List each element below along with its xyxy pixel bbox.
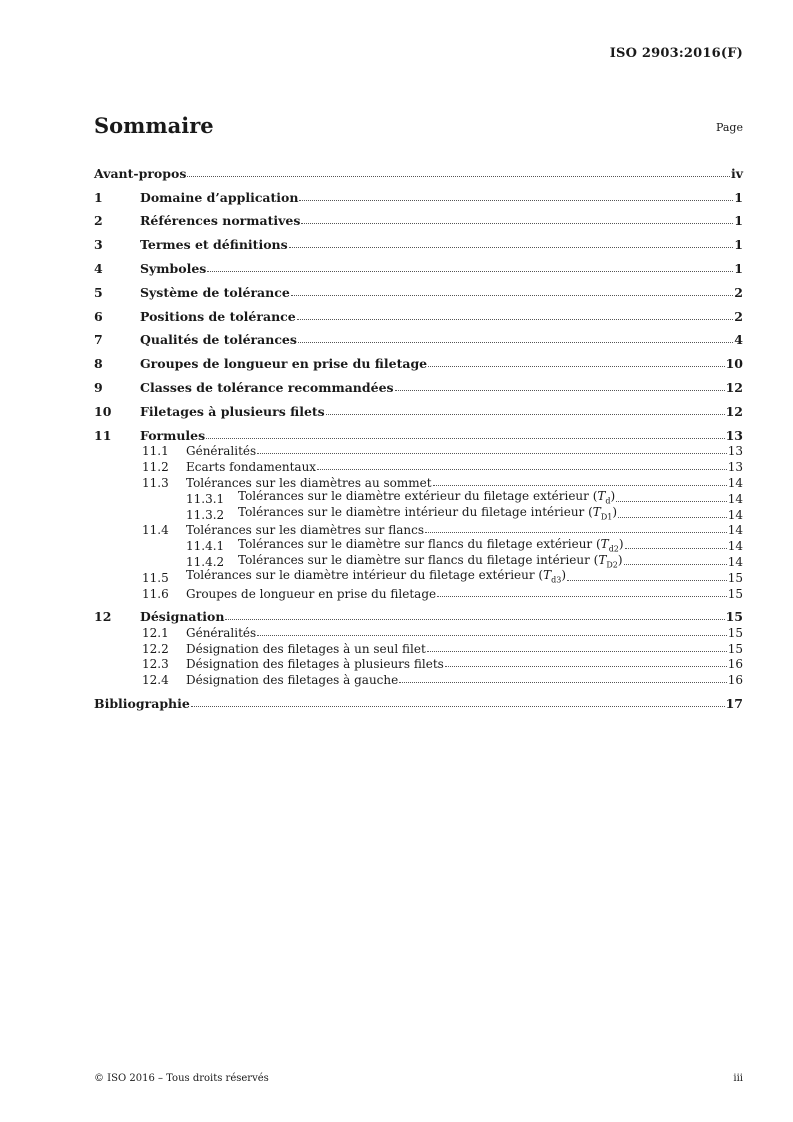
dot-leader	[428, 366, 724, 367]
toc-entry-page: 14	[727, 507, 743, 522]
toc-entry[interactable]	[94, 205, 743, 229]
toc-entry[interactable]	[94, 157, 743, 181]
toc-entry-number: 11.6	[142, 586, 169, 601]
dot-leader	[257, 635, 727, 636]
dot-leader	[433, 485, 727, 486]
toc-subsubentry[interactable]	[94, 553, 743, 569]
dot-leader	[399, 682, 726, 683]
toc-entry-page: 2	[734, 308, 743, 324]
dot-leader	[299, 200, 733, 201]
toc-subentry[interactable]	[94, 640, 743, 656]
dot-leader	[191, 706, 725, 707]
toc-entry-page: 14	[727, 554, 743, 569]
dot-leader	[297, 319, 734, 320]
toc-entry-title: Qualités de tolérances	[140, 332, 297, 348]
toc-subentry[interactable]	[94, 624, 743, 640]
dot-leader	[618, 517, 727, 518]
toc-entry[interactable]	[94, 687, 743, 711]
toc-entry[interactable]	[94, 228, 743, 252]
toc-entry-number: 11.4.2	[186, 554, 225, 569]
toc-entry-number: 10	[94, 403, 112, 419]
toc-entry-title: Ecarts fondamentaux	[186, 460, 317, 475]
dot-leader	[317, 469, 727, 470]
dot-leader	[301, 223, 733, 224]
toc-entry-page: 15	[727, 625, 743, 640]
dot-leader	[616, 501, 727, 502]
table-of-contents	[94, 157, 743, 711]
toc-entry-number: 12.1	[142, 625, 169, 640]
toc-entry-page: 14	[727, 523, 743, 538]
toc-entry-title: Tolérances sur les diamètres au sommet	[186, 475, 432, 490]
toc-entry-number: 9	[94, 379, 103, 395]
toc-entry-number: 11.3.1	[186, 491, 225, 506]
toc-entry-title: Filetages à plusieurs filets	[140, 403, 325, 419]
dot-leader	[445, 666, 727, 667]
toc-entry-title: Avant-propos	[94, 165, 187, 181]
toc-entry-title: Symboles	[140, 260, 207, 276]
toc-entry-page: 13	[727, 460, 743, 475]
toc-subentry[interactable]	[94, 569, 743, 585]
toc-entry-number: 11.4.1	[186, 539, 225, 554]
toc-subentry[interactable]	[94, 671, 743, 687]
toc-entry-title: Désignation des filetages à plusieurs filets	[186, 657, 444, 672]
toc-entry[interactable]	[94, 181, 743, 205]
dot-leader	[624, 564, 727, 565]
toc-entry-number: 8	[94, 356, 103, 372]
toc-entry-number: 12.3	[142, 657, 169, 672]
toc-entry-number: 7	[94, 332, 103, 348]
toc-entry-title: Bibliographie	[94, 695, 190, 711]
toc-entry-number: 5	[94, 284, 103, 300]
toc-entry-title: Groupes de longueur en prise du filetage	[140, 356, 428, 372]
toc-entry-title: Termes et définitions	[140, 237, 288, 253]
toc-entry-number: 12	[94, 609, 112, 625]
toc-entry-number: 11.5	[142, 570, 169, 585]
toc-entry-number: 11.3.2	[186, 507, 225, 522]
toc-entry-page: 14	[727, 491, 743, 506]
toc-entry-page: 16	[727, 673, 743, 688]
toc-entry[interactable]	[94, 276, 743, 300]
document-id: ISO 2903:2016(F)	[609, 46, 743, 61]
toc-entry-number: 12.2	[142, 641, 169, 656]
toc-entry-page: 15	[727, 570, 743, 585]
toc-entry-title: Formules	[140, 427, 206, 443]
toc-entry-title: Généralités	[186, 625, 257, 640]
toc-entry-title: Domaine d’application	[140, 189, 299, 205]
toc-entry-number: 11	[94, 427, 112, 443]
toc-entry-number: 4	[94, 260, 103, 276]
dot-leader	[625, 548, 727, 549]
toc-entry-title: Désignation	[140, 609, 225, 625]
toc-entry-page: 16	[727, 657, 743, 672]
toc-entry[interactable]	[94, 324, 743, 348]
toc-subentry[interactable]	[94, 656, 743, 672]
toc-entry[interactable]	[94, 601, 743, 625]
toc-subentry[interactable]	[94, 474, 743, 490]
toc-entry-page: 1	[734, 213, 743, 229]
dot-leader	[225, 619, 724, 620]
toc-entry-title: Références normatives	[140, 213, 301, 229]
toc-entry-title: Tolérances sur le diamètre sur flancs du filetage intérieur $(T_{D2})$	[238, 552, 623, 569]
toc-entry-number: 3	[94, 237, 103, 253]
toc-entry-page: 15	[727, 641, 743, 656]
dot-leader	[291, 295, 734, 296]
dot-leader	[326, 414, 725, 415]
toc-entry-number: 2	[94, 213, 103, 229]
toc-entry-page: 13	[725, 427, 743, 443]
toc-entry-title: Système de tolérance	[140, 284, 290, 300]
page-number: iii	[733, 1073, 743, 1084]
toc-entry-title: Groupes de longueur en prise du filetage	[186, 586, 437, 601]
toc-subsubentry[interactable]	[94, 490, 743, 506]
toc-entry-page: 13	[727, 444, 743, 459]
toc-entry-page: 14	[727, 539, 743, 554]
dot-leader	[427, 651, 727, 652]
toc-entry-title: Classes de tolérance recommandées	[140, 379, 394, 395]
toc-heading: Sommaire	[94, 113, 214, 138]
dot-leader	[187, 176, 730, 177]
toc-entry-number: 1	[94, 189, 103, 205]
toc-entry-page: 1	[734, 260, 743, 276]
toc-subentry[interactable]	[94, 585, 743, 601]
toc-entry[interactable]	[94, 347, 743, 371]
toc-entry[interactable]	[94, 419, 743, 443]
toc-entry-title: Tolérances sur le diamètre intérieur du filetage extérieur $(T_{d3})$	[186, 568, 567, 585]
toc-entry-page: 12	[725, 403, 743, 419]
toc-entry-number: 11.4	[142, 523, 169, 538]
dot-leader	[395, 390, 725, 391]
dot-leader	[567, 580, 727, 581]
toc-entry-title: Tolérances sur le diamètre extérieur du filetage extérieur $(T_d)$	[238, 489, 616, 506]
toc-subentry[interactable]	[94, 522, 743, 538]
toc-entry-page: iv	[730, 165, 743, 181]
toc-subentry[interactable]	[94, 443, 743, 459]
page-column-label: Page	[715, 121, 743, 134]
toc-entry-number: 11.2	[142, 460, 169, 475]
toc-entry-page: 1	[734, 189, 743, 205]
toc-entry-title: Tolérances sur le diamètre sur flancs du filetage extérieur $(T_{d2})$	[238, 536, 624, 554]
toc-entry-page: 10	[725, 356, 743, 372]
toc-subsubentry[interactable]	[94, 506, 743, 522]
toc-entry-title: Positions de tolérance	[140, 308, 296, 324]
toc-entry-title: Tolérances sur le diamètre intérieur du filetage intérieur $(T_{D1})$	[238, 505, 618, 522]
dot-leader	[298, 342, 733, 343]
toc-entry[interactable]	[94, 300, 743, 324]
toc-entry-title: Désignation des filetages à gauche	[186, 673, 399, 688]
toc-entry-number: 12.4	[142, 673, 169, 688]
toc-entry[interactable]	[94, 371, 743, 395]
toc-entry-title: Désignation des filetages à un seul filet	[186, 641, 426, 656]
toc-subentry[interactable]	[94, 458, 743, 474]
toc-entry-page: 14	[727, 475, 743, 490]
toc-subsubentry[interactable]	[94, 537, 743, 553]
dot-leader	[289, 247, 734, 248]
dot-leader	[206, 438, 724, 439]
dot-leader	[257, 453, 727, 454]
dot-leader	[437, 596, 727, 597]
toc-entry-number: 11.1	[142, 444, 169, 459]
dot-leader	[425, 532, 727, 533]
toc-entry-title: Tolérances sur les diamètres sur flancs	[186, 523, 424, 538]
toc-entry[interactable]	[94, 395, 743, 419]
toc-entry-page: 17	[725, 695, 743, 711]
toc-entry-page: 12	[725, 379, 743, 395]
toc-entry-number: 11.3	[142, 475, 169, 490]
toc-entry-page: 15	[725, 609, 743, 625]
dot-leader	[207, 271, 733, 272]
toc-entry[interactable]	[94, 252, 743, 276]
toc-entry-page: 15	[727, 586, 743, 601]
toc-entry-number: 6	[94, 308, 103, 324]
copyright-notice: © ISO 2016 – Tous droits réservés	[94, 1073, 269, 1084]
toc-entry-page: 1	[734, 237, 743, 253]
toc-entry-page: 2	[734, 284, 743, 300]
toc-entry-title: Généralités	[186, 444, 257, 459]
toc-entry-page: 4	[734, 332, 743, 348]
